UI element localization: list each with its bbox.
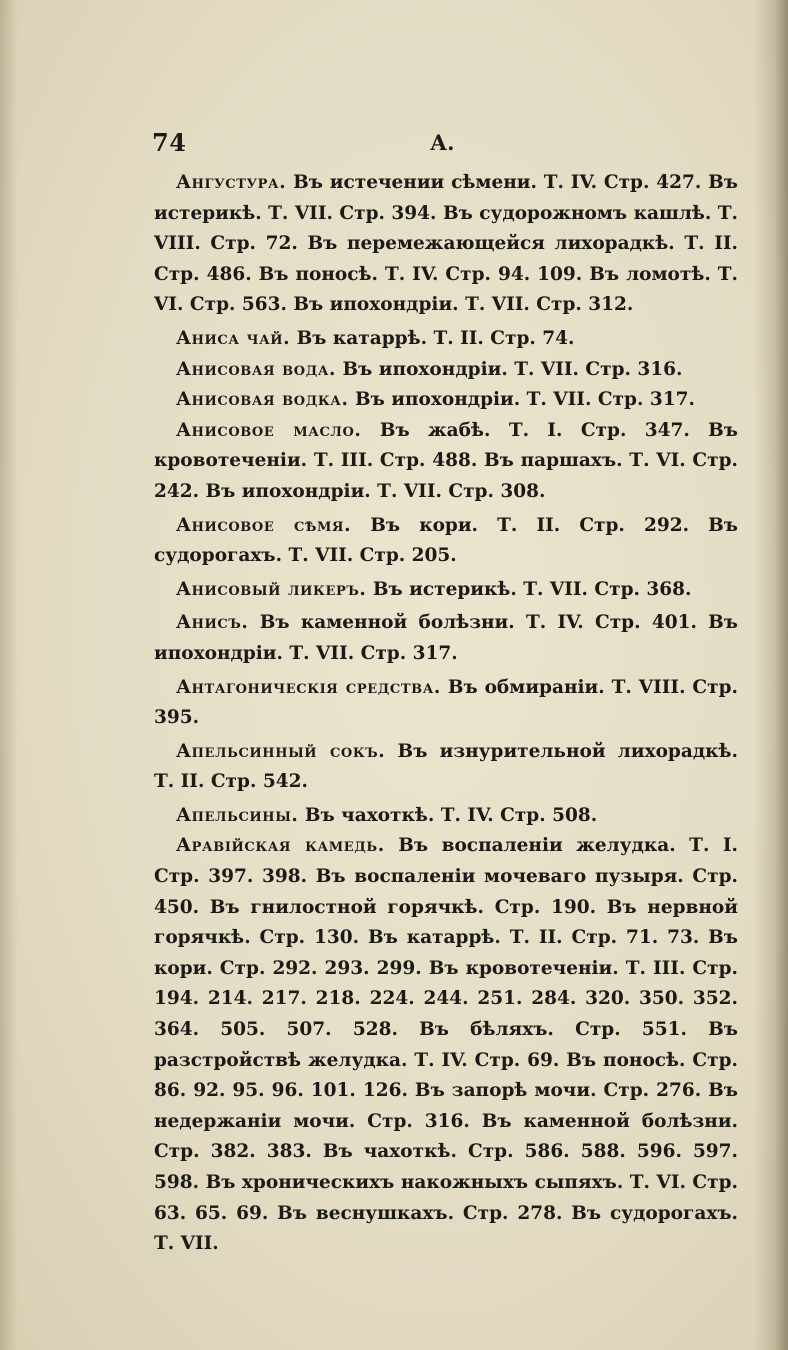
entry-text: Въ чахоткѣ. Т. IV. Стр. 508. <box>298 804 598 826</box>
index-entry <box>154 673 738 734</box>
entry-text: Въ кори. Т. II. Стр. 292. Въ судорогахъ. Т. VII. Стр. 205. <box>154 514 738 567</box>
entry-text: Въ жабѣ. Т. I. Стр. 347. Въ кровотеченіи. Т. III. Стр. 488. Въ паршахъ. Т. VI. Стр. 242. Въ ипохондріи. Т. VII. Стр. 308. <box>154 419 738 502</box>
entry-head-word: Анисовая вода. <box>176 358 337 380</box>
entry-head-word: Аравійская камедь. <box>176 835 385 857</box>
entry-head-word: Анисовая водка. <box>176 389 349 411</box>
entry-head-word: Анисовое масло. <box>176 419 362 441</box>
page-right-edge-shadow <box>754 0 788 1350</box>
entry-text: Въ истерикѣ. Т. VII. Стр. 368. <box>366 578 692 600</box>
index-entry <box>154 416 738 508</box>
running-head: А. <box>430 130 455 155</box>
index-entry <box>154 737 738 798</box>
entry-text: Въ обмираніи. Т. VIII. Стр. 395. <box>154 676 738 729</box>
entry-text: Въ ипохондріи. Т. VII. Стр. 316. <box>336 358 683 380</box>
entry-head-word: Апельсины. <box>176 804 299 826</box>
index-entry <box>154 575 738 606</box>
entry-text: Въ ипохондріи. Т. VII. Стр. 317. <box>348 389 695 411</box>
index-entry <box>154 324 738 355</box>
page-header <box>152 128 572 162</box>
entry-text: Въ воспаленіи желудка. Т. I. Стр. 397. 398. Въ воспаленіи мочеваго пузыря. Стр. 450. Въ гнилостной горячкѣ. Стр. 190. Въ нервной горячкѣ. Стр. 130. Въ катаррѣ. Т. II. Стр. 71. 73. Въ кори. Стр. 292. 293. 299. Въ кровотеченіи. Т. III. Стр. 194. 214. 217. 218. 224. 244. 251. 284. 320. 350. 352. 364. 505. 507. 528. Въ бѣляхъ. Стр. 551. Въ разстройствѣ желудка. Т. IV. Стр. 69. Въ поносѣ. Стр. 86. 92. 95. 96. 101. 126. Въ запорѣ мочи. Стр. 276. Въ недержаніи мочи. Стр. 316. Въ каменной болѣзни. Стр. 382. 383. Въ чахоткѣ. Стр. 586. 588. 596. 597. 598. Въ хроническихъ накожныхъ сыпяхъ. Т. VI. Стр. 63. 65. 69. Въ веснушкахъ. Стр. 278. Въ судорогахъ. Т. VII. <box>154 835 738 1255</box>
entry-text: Въ истечении сѣмени. Т. IV. Стр. 427. Въ истерикѣ. Т. VII. Стр. 394. Въ судорожномъ кашлѣ. Т. VIII. Стр. 72. Въ перемежающейся лихорадкѣ. Т. II. Стр. 486. Въ поносѣ. Т. IV. Стр. 94. 109. Въ ломотѣ. Т. VI. Стр. 563. Въ ипохондріи. Т. VII. Стр. 312. <box>154 172 738 316</box>
index-entry <box>154 168 738 321</box>
page-number: 74 <box>152 128 187 157</box>
index-text <box>154 168 738 1260</box>
entry-head-word: Анисовый ликеръ. <box>176 578 367 600</box>
entry-head-word: Анисъ. <box>176 612 249 634</box>
index-entry <box>154 511 738 572</box>
entry-text: Въ катаррѣ. Т. II. Стр. 74. <box>290 327 575 349</box>
entry-head-word: Апельсинный сокъ. <box>176 740 386 762</box>
index-entry <box>154 831 738 1259</box>
index-entry <box>154 608 738 669</box>
entry-head-word: Анисовое сѣмя. <box>176 514 352 536</box>
entry-head-word: Антагоническія средства. <box>176 676 441 698</box>
index-entry <box>154 801 738 832</box>
entry-head-word: Ангустура. <box>176 172 287 193</box>
page-left-edge-shadow <box>0 0 18 1350</box>
index-entry <box>154 355 738 386</box>
entry-head-word: Аниса чай. <box>176 327 291 349</box>
entry-text: Въ каменной болѣзни. Т. IV. Стр. 401. Въ ипохондріи. Т. VII. Стр. 317. <box>154 612 738 664</box>
entry-text: Въ изнурительной лихорадкѣ. Т. II. Стр. 542. <box>154 740 738 793</box>
index-entry <box>154 385 738 416</box>
